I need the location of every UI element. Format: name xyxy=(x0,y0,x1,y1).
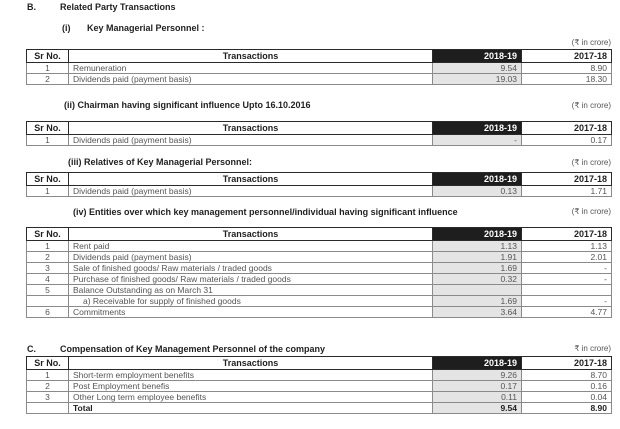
total-2017-18: 8.90 xyxy=(522,403,612,414)
cell-desc: Post Employment benefis xyxy=(69,381,433,392)
col-2017-18-header: 2017-18 xyxy=(522,50,612,63)
col-sr-header: Sr No. xyxy=(27,228,69,241)
cell-desc: Sale of finished goods/ Raw materials / traded goods xyxy=(69,263,433,274)
cell-sr: 6 xyxy=(27,307,69,318)
table-row xyxy=(27,241,612,252)
t2-unit: (₹ in crore) xyxy=(571,101,611,110)
cell-2017-18: 0.16 xyxy=(522,381,612,392)
col-2017-18-header: 2017-18 xyxy=(522,173,612,186)
section-b-letter: B. xyxy=(27,2,36,12)
cell-sr: 2 xyxy=(27,381,69,392)
cell-2017-18: 4.77 xyxy=(522,307,612,318)
col-transactions-header: Transactions xyxy=(69,50,433,63)
table-row xyxy=(27,274,612,285)
col-sr-header: Sr No. xyxy=(27,122,69,135)
cell-2017-18: 0.17 xyxy=(522,135,612,146)
cell-sr: 3 xyxy=(27,392,69,403)
table-row xyxy=(27,135,612,146)
cell-2018-19: 9.54 xyxy=(433,63,522,74)
col-sr-header: Sr No. xyxy=(27,357,69,370)
cell-sr xyxy=(27,296,69,307)
t3-unit: (₹ in crore) xyxy=(571,158,611,167)
cell-2017-18: 18.30 xyxy=(522,74,612,85)
t3-header-row xyxy=(27,173,612,186)
cell-desc: Commitments xyxy=(69,307,433,318)
table-row xyxy=(27,186,612,197)
cell-2017-18: - xyxy=(522,274,612,285)
t2-title: (ii) Chairman having significant influence Upto 16.10.2016 xyxy=(64,100,311,110)
col-transactions-header: Transactions xyxy=(69,173,433,186)
cell-desc: Dividends paid (payment basis) xyxy=(69,252,433,263)
cell-2017-18 xyxy=(522,285,612,296)
col-transactions-header: Transactions xyxy=(69,357,433,370)
table-row xyxy=(27,285,612,296)
cell-2017-18: 8.70 xyxy=(522,370,612,381)
table-row xyxy=(27,74,612,85)
t1-label: (i) xyxy=(62,23,71,33)
cell-sr: 1 xyxy=(27,63,69,74)
table-row xyxy=(27,63,612,74)
cell-2018-19: 1.13 xyxy=(433,241,522,252)
t1-title: Key Managerial Personnel : xyxy=(87,23,205,33)
col-2018-19-header: 2018-19 xyxy=(433,228,522,241)
cell-sr: 3 xyxy=(27,263,69,274)
table-row xyxy=(27,370,612,381)
cell-2018-19: 0.17 xyxy=(433,381,522,392)
cell-2018-19 xyxy=(433,285,522,296)
t2-table xyxy=(26,121,612,146)
cell-2018-19: 0.13 xyxy=(433,186,522,197)
cell-desc: Remuneration xyxy=(69,63,433,74)
cell-2018-19: 19.03 xyxy=(433,74,522,85)
cell-sr: 2 xyxy=(27,252,69,263)
col-2018-19-header: 2018-19 xyxy=(433,50,522,63)
t5-unit: ₹ in crore) xyxy=(574,344,611,353)
cell-2018-19: 0.32 xyxy=(433,274,522,285)
t4-header-row xyxy=(27,228,612,241)
total-label: Total xyxy=(69,403,433,414)
cell-2018-19: 1.69 xyxy=(433,263,522,274)
cell-2017-18: 1.13 xyxy=(522,241,612,252)
cell-sr: 1 xyxy=(27,241,69,252)
col-transactions-header: Transactions xyxy=(69,228,433,241)
table-row xyxy=(27,381,612,392)
cell-2018-19: 1.69 xyxy=(433,296,522,307)
cell-desc: Dividends paid (payment basis) xyxy=(69,186,433,197)
cell-2018-19: - xyxy=(433,135,522,146)
t1-table xyxy=(26,49,612,85)
cell-2018-19: 9.26 xyxy=(433,370,522,381)
table-row xyxy=(27,392,612,403)
t1-header-row xyxy=(27,50,612,63)
t5-header-row xyxy=(27,357,612,370)
cell-desc: a) Receivable for supply of finished goods xyxy=(69,296,433,307)
t2-header-row xyxy=(27,122,612,135)
cell-desc: Rent paid xyxy=(69,241,433,252)
total-2018-19: 9.54 xyxy=(433,403,522,414)
t3-table xyxy=(26,172,612,197)
table-row xyxy=(27,252,612,263)
cell-2017-18: 1.71 xyxy=(522,186,612,197)
table-row xyxy=(27,296,612,307)
cell-2017-18: 0.04 xyxy=(522,392,612,403)
table-row xyxy=(27,307,612,318)
cell-desc: Dividends paid (payment basis) xyxy=(69,135,433,146)
col-sr-header: Sr No. xyxy=(27,173,69,186)
table-row xyxy=(27,263,612,274)
t3-title: (iii) Relatives of Key Managerial Personnel: xyxy=(68,157,253,167)
total-row xyxy=(27,403,612,414)
section-c-letter: C. xyxy=(27,344,36,354)
cell-sr: 4 xyxy=(27,274,69,285)
t4-unit: (₹ in crore) xyxy=(571,207,611,216)
cell-2017-18: 8.90 xyxy=(522,63,612,74)
cell-sr: 1 xyxy=(27,370,69,381)
section-b-title: Related Party Transactions xyxy=(60,2,176,12)
cell-desc: Dividends paid (payment basis) xyxy=(69,74,433,85)
cell-2018-19: 3.64 xyxy=(433,307,522,318)
t4-table xyxy=(26,227,612,318)
cell-sr: 1 xyxy=(27,135,69,146)
col-2017-18-header: 2017-18 xyxy=(522,357,612,370)
cell-sr: 2 xyxy=(27,74,69,85)
col-2017-18-header: 2017-18 xyxy=(522,228,612,241)
col-2017-18-header: 2017-18 xyxy=(522,122,612,135)
col-2018-19-header: 2018-19 xyxy=(433,173,522,186)
cell-sr: 1 xyxy=(27,186,69,197)
cell-desc: Balance Outstanding as on March 31 xyxy=(69,285,433,296)
cell-2017-18: 2.01 xyxy=(522,252,612,263)
t4-title: (iv) Entities over which key management personnel/individual having significant influence xyxy=(73,207,458,217)
cell-2017-18: - xyxy=(522,296,612,307)
col-sr-header: Sr No. xyxy=(27,50,69,63)
cell-desc: Short-term employment benefits xyxy=(69,370,433,381)
cell-desc: Purchase of finished goods/ Raw materials / traded goods xyxy=(69,274,433,285)
section-c-title: Compensation of Key Management Personnel of the company xyxy=(60,344,326,354)
cell-desc: Other Long term employee benefits xyxy=(69,392,433,403)
t1-unit: (₹ in crore) xyxy=(571,38,611,47)
cell-2018-19: 1.91 xyxy=(433,252,522,263)
col-2018-19-header: 2018-19 xyxy=(433,357,522,370)
col-transactions-header: Transactions xyxy=(69,122,433,135)
cell-2017-18: - xyxy=(522,263,612,274)
cell-2018-19: 0.11 xyxy=(433,392,522,403)
cell-sr: 5 xyxy=(27,285,69,296)
cell-sr xyxy=(27,403,69,414)
col-2018-19-header: 2018-19 xyxy=(433,122,522,135)
t5-table xyxy=(26,356,612,414)
